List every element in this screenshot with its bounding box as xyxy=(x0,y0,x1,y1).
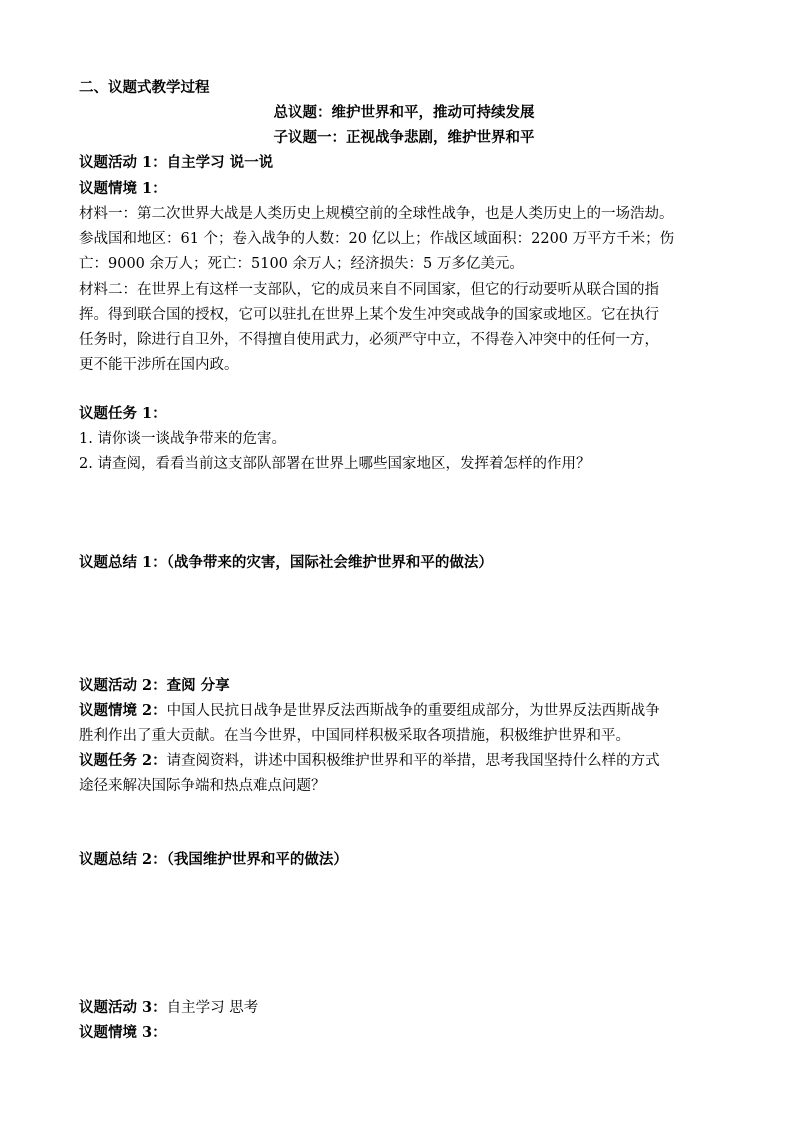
activity3-scenario-label: 议题情境 3： xyxy=(79,1024,167,1041)
material2-line-4: 更不能干涉所在国内政。 xyxy=(79,357,239,373)
activity3-title-rest: 自主学习 思考 xyxy=(166,1000,259,1016)
material2-line-3: 任务时，除进行自卫外，不得擅自使用武力，必须严守中立，不得卷入冲突中的任何一方， xyxy=(79,332,659,348)
activity1-task-label: 议题任务 1： xyxy=(79,405,167,422)
activity1-task-1: 1. 请你谈一谈战争带来的危害。 xyxy=(79,431,286,447)
material2-line-2: 挥。得到联合国的授权，它可以驻扎在世界上某个发生冲突或战争的国家或地区。它在执行 xyxy=(79,307,659,323)
material1-line-1: 材料一：第二次世界大战是人类历史上规模空前的全球性战争，也是人类历史上的一场浩劫。 xyxy=(79,206,674,222)
section-heading: 二、议题式教学过程 xyxy=(79,79,210,96)
activity1-task-2: 2. 请查阅，看看当前这支部队部署在世界上哪些国家地区，发挥着怎样的作用？ xyxy=(79,456,591,472)
activity1-title: 议题活动 1：自主学习 说一说 xyxy=(79,154,274,171)
activity1-scenario-label: 议题情境 1： xyxy=(79,180,167,197)
activity2-task-text-1: 请查阅资料，讲述中国积极维护世界和平的举措，思考我国坚持什么样的方式 xyxy=(166,753,660,769)
activity2-scenario-text-1: 中国人民抗日战争是世界反法西斯战争的重要组成部分，为世界反法西斯战争 xyxy=(166,703,660,719)
activity1-summary: 议题总结 1：（战争带来的灾害，国际社会维护世界和平的做法） xyxy=(79,554,493,571)
activity2-summary: 议题总结 2：（我国维护世界和平的做法） xyxy=(79,851,348,868)
activity2-task-line-1 xyxy=(79,751,660,771)
activity2-task-label: 议题任务 2： xyxy=(79,752,167,769)
material2-line-1: 材料二：在世界上有这样一支部队，它的成员来自不同国家，但它的行动要听从联合国的指 xyxy=(79,282,659,298)
material1-line-2: 参战国和地区：61 个；卷入战争的人数：20 亿以上；作战区域面积：2200 万平方千米；伤 xyxy=(79,231,675,247)
activity2-scenario-label: 议题情境 2： xyxy=(79,702,167,719)
main-topic: 总议题：维护世界和平，推动可持续发展 xyxy=(273,104,535,121)
activity2-task-line-2: 途径来解决国际争端和热点难点问题？ xyxy=(79,778,326,794)
sub-topic-1: 子议题一：正视战争悲剧，维护世界和平 xyxy=(273,129,535,146)
activity2-scenario-line-2: 胜利作出了重大贡献。在当今世界，中国同样积极采取各项措施，积极维护世界和平。 xyxy=(79,728,630,744)
material1-line-3: 亡：9000 余万人；死亡：5100 余万人；经济损失：5 万多亿美元。 xyxy=(79,256,524,272)
activity3-title-label: 议题活动 3： xyxy=(79,999,167,1016)
activity2-title: 议题活动 2：查阅 分享 xyxy=(79,677,230,694)
activity3-title xyxy=(79,998,258,1018)
activity2-scenario-line-1 xyxy=(79,701,660,721)
